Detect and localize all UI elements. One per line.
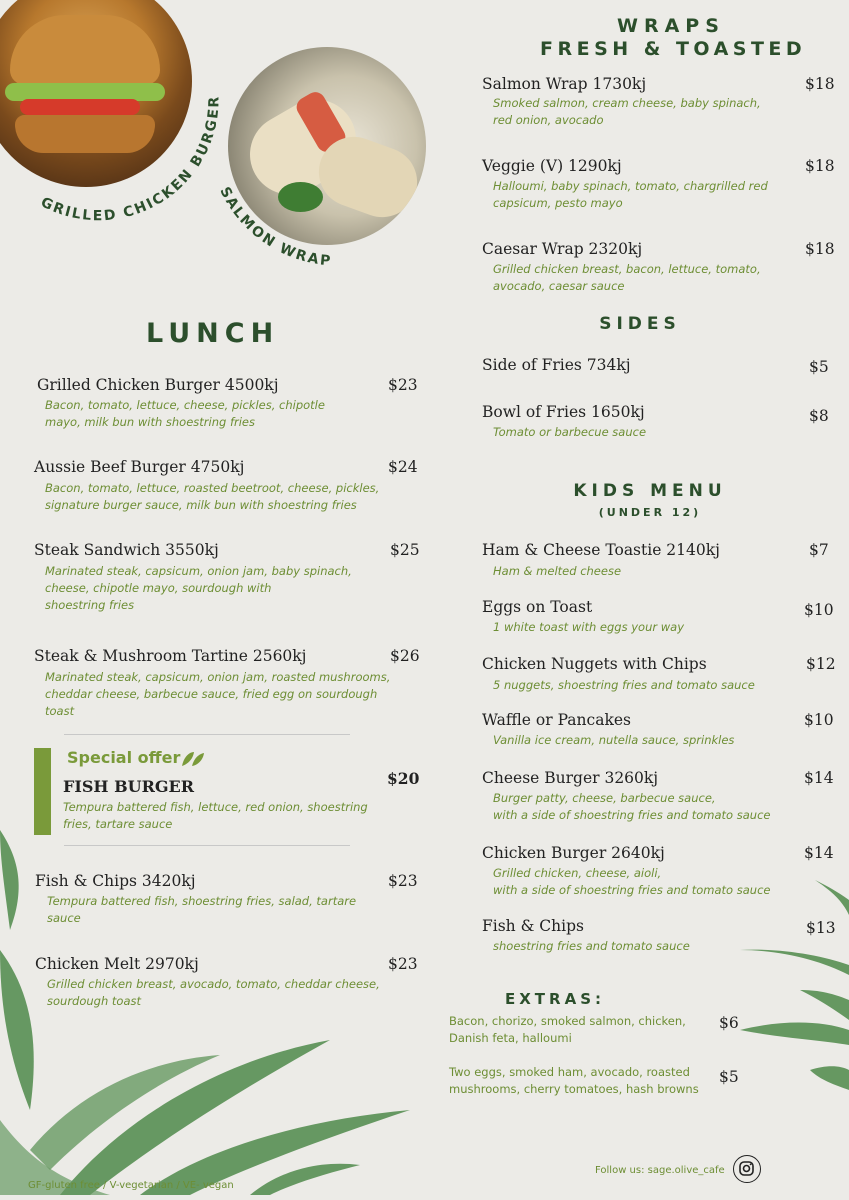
- kids-item-desc: Vanilla ice cream, nutella sauce, sprinkles: [493, 733, 735, 747]
- kids-item-name: Chicken Burger 2640kj: [482, 844, 665, 862]
- wrap-item-desc: Smoked salmon, cream cheese, baby spinach, red onion, avocado: [493, 96, 761, 127]
- kids-item-name: Eggs on Toast: [482, 598, 593, 616]
- side-item-name: Side of Fries 734kj: [482, 356, 631, 374]
- wrap-item-desc: Grilled chicken breast, bacon, lettuce, tomato, avocado, caesar sauce: [493, 262, 761, 293]
- kids-item-price: $14: [804, 844, 834, 862]
- lunch-item-price: $26: [390, 647, 420, 665]
- wrap-caption: SALMON WRAP: [216, 184, 333, 270]
- kids-item-desc: Grilled chicken, cheese, aioli, with a side of shoestring fries and tomato sauce: [493, 866, 771, 897]
- lunch-item-name: Fish & Chips 3420kj: [35, 872, 196, 890]
- lunch-item-price: $23: [388, 955, 418, 973]
- instagram-icon[interactable]: [733, 1155, 761, 1183]
- svg-text:GRILLED CHICKEN BURGER: [38, 95, 222, 224]
- svg-text:SALMON WRAP: [216, 184, 333, 269]
- leaf-decoration-right: [730, 870, 849, 1110]
- lunch-item-desc: Grilled chicken breast, avocado, tomato, cheddar cheese, sourdough toast: [47, 977, 380, 1008]
- lunch-item-price: $23: [388, 376, 418, 394]
- special-item-desc: Tempura battered fish, lettuce, red onion, shoestring fries, tartare sauce: [63, 800, 368, 831]
- kids-item-desc: Ham & melted cheese: [493, 564, 622, 578]
- kids-item-name: Cheese Burger 3260kj: [482, 769, 659, 787]
- side-item-desc: Tomato or barbecue sauce: [493, 425, 647, 439]
- kids-item-price: $13: [806, 919, 836, 937]
- kids-item-name: Chicken Nuggets with Chips: [482, 655, 707, 673]
- lunch-item-name: Steak & Mushroom Tartine 2560kj: [34, 647, 307, 665]
- lunch-item-desc: Marinated steak, capsicum, onion jam, baby spinach, cheese, chipotle mayo, sourdough with shoestring fries: [45, 564, 352, 612]
- lunch-item-desc: Marinated steak, capsicum, onion jam, roasted mushrooms, cheddar cheese, barbecue sauce, fried egg on sourdough toast: [45, 670, 391, 718]
- kids-item-price: $10: [804, 711, 834, 729]
- wrap-item-desc: Halloumi, baby spinach, tomato, chargrilled red capsicum, pesto mayo: [493, 179, 768, 210]
- kids-item-name: Ham & Cheese Toastie 2140kj: [482, 541, 720, 559]
- side-item-price: $8: [809, 407, 829, 425]
- extras-item-text: Two eggs, smoked ham, avocado, roasted mushrooms, cherry tomatoes, hash browns: [449, 1065, 699, 1096]
- extras-item-text: Bacon, chorizo, smoked salmon, chicken, Danish feta, halloumi: [449, 1014, 686, 1045]
- kids-item-price: $12: [806, 655, 836, 673]
- special-item-name: FISH BURGER: [63, 777, 195, 796]
- wrap-item-name: Salmon Wrap 1730kj: [482, 75, 647, 93]
- kids-item-name: Fish & Chips: [482, 917, 584, 935]
- lunch-item-desc: Tempura battered fish, shoestring fries, salad, tartare sauce: [47, 894, 357, 925]
- follow-us-text: Follow us: sage.olive_cafe: [595, 1165, 725, 1176]
- special-accent-bar: [34, 748, 51, 835]
- wrap-item-price: $18: [805, 240, 835, 258]
- lunch-item-desc: Bacon, tomato, lettuce, cheese, pickles, chipotle mayo, milk bun with shoestring fries: [45, 398, 325, 429]
- kids-item-desc: shoestring fries and tomato sauce: [493, 939, 690, 953]
- kids-menu-subtitle: (UNDER 12): [598, 506, 702, 519]
- lunch-item-desc: Bacon, tomato, lettuce, roasted beetroot, cheese, pickles, signature burger sauce, milk bun with shoestring fries: [45, 481, 380, 512]
- kids-item-desc: 5 nuggets, shoestring fries and tomato sauce: [493, 678, 755, 692]
- wrap-item-price: $18: [805, 157, 835, 175]
- special-offer-label: Special offer: [67, 748, 181, 767]
- sides-title: SIDES: [599, 314, 681, 334]
- wrap-item-price: $18: [805, 75, 835, 93]
- lunch-item-name: Chicken Melt 2970kj: [35, 955, 199, 973]
- extras-item-price: $6: [719, 1014, 739, 1032]
- kids-menu-title: KIDS MENU: [573, 481, 727, 501]
- leaf-icon: [180, 750, 206, 768]
- wraps-title: WRAPS: [617, 15, 725, 37]
- wrap-item-name: Caesar Wrap 2320kj: [482, 240, 643, 258]
- special-divider-top: [64, 734, 350, 735]
- side-item-price: $5: [809, 358, 829, 376]
- wraps-subtitle: FRESH & TOASTED: [540, 38, 807, 60]
- lunch-item-price: $24: [388, 458, 418, 476]
- extras-item-price: $5: [719, 1068, 739, 1086]
- burger-caption: GRILLED CHICKEN BURGER: [38, 94, 223, 225]
- lunch-item-name: Aussie Beef Burger 4750kj: [34, 458, 245, 476]
- special-item-price: $20: [387, 769, 420, 788]
- kids-item-price: $7: [809, 541, 829, 559]
- kids-item-price: $14: [804, 769, 834, 787]
- lunch-item-price: $25: [390, 541, 420, 559]
- kids-item-name: Waffle or Pancakes: [482, 711, 631, 729]
- extras-title: EXTRAS:: [505, 990, 606, 1008]
- wrap-item-name: Veggie (V) 1290kj: [482, 157, 622, 175]
- kids-item-desc: Burger patty, cheese, barbecue sauce, with a side of shoestring fries and tomato sauce: [493, 791, 771, 822]
- wrap-caption-arc: [200, 170, 380, 280]
- special-divider-bottom: [64, 845, 350, 846]
- lunch-item-name: Grilled Chicken Burger 4500kj: [37, 376, 279, 394]
- lunch-title: LUNCH: [146, 318, 280, 349]
- kids-item-price: $10: [804, 601, 834, 619]
- dietary-legend: GF-gluten free / V-vegetarian / VE- vegan: [28, 1180, 234, 1191]
- side-item-name: Bowl of Fries 1650kj: [482, 403, 645, 421]
- lunch-item-price: $23: [388, 872, 418, 890]
- lunch-item-name: Steak Sandwich 3550kj: [34, 541, 219, 559]
- kids-item-desc: 1 white toast with eggs your way: [493, 620, 684, 634]
